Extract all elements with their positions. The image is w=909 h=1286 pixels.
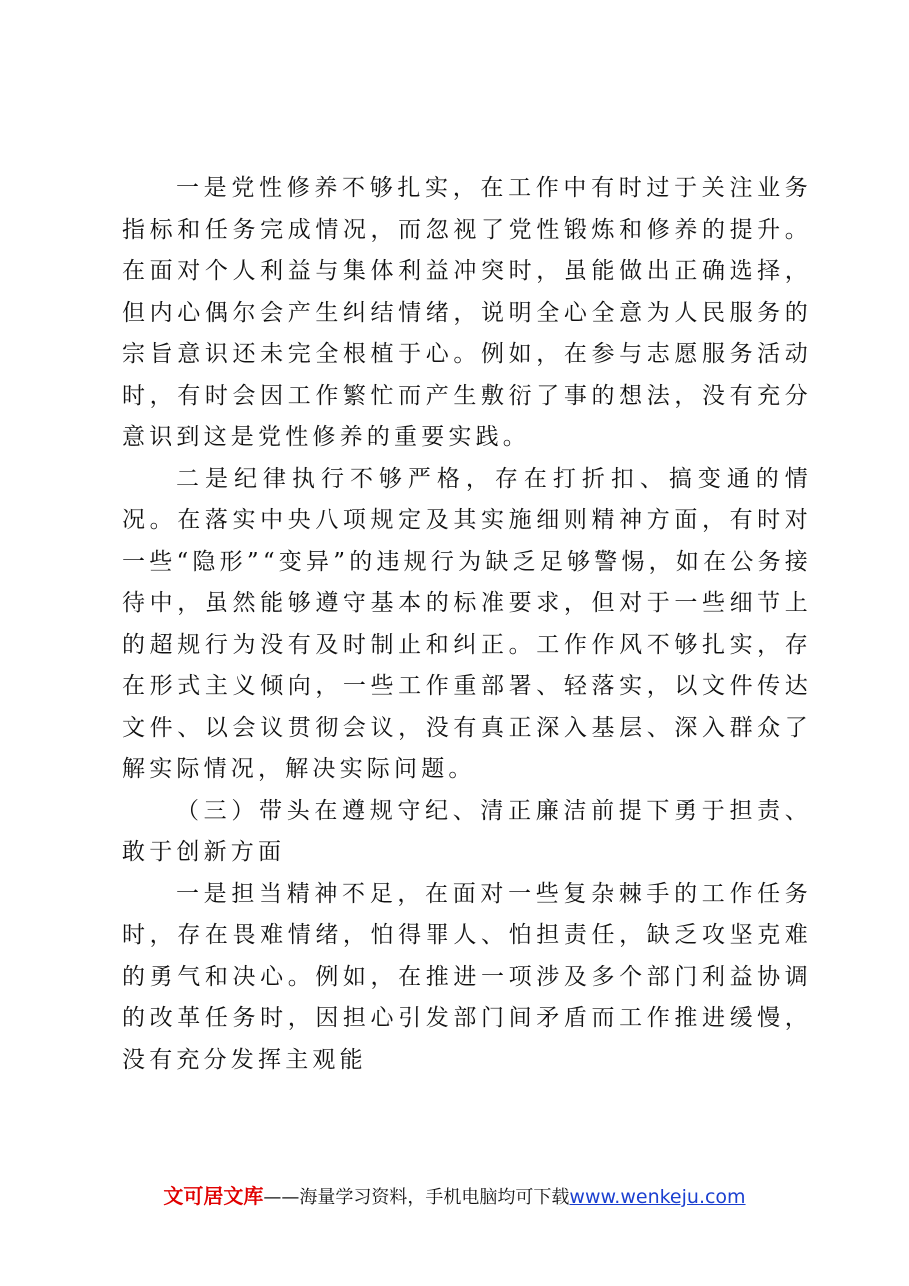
footer-banner — [0, 1181, 909, 1213]
paragraph-responsibility: 一是担当精神不足，在面对一些复杂棘手的工作任务时，存在畏难情绪，怕得罪人、怕担责任，缺乏攻坚克难的勇气和决心。例如，在推进一项涉及多个部门利益协调的改革任务时，因担心引发部门间矛盾而工作推进缓慢，没有充分发挥主观能 — [122, 880, 812, 1073]
footer-site-link[interactable]: www.wenkeju.com — [569, 1186, 746, 1208]
footer-brand: 文可居文库 — [163, 1184, 264, 1208]
footer-slogan: ——海量学习资料，手机电脑均可下载 — [263, 1187, 570, 1208]
paragraph-party-spirit: 一是党性修养不够扎实，在工作中有时过于关注业务指标和任务完成情况，而忽视了党性锻炼和修养的提升。在面对个人利益与集体利益冲突时，虽能做出正确选择，但内心偶尔会产生纠结情绪，说明全心全意为人民服务的宗旨意识还未完全根植于心。例如，在参与志愿服务活动时，有时会因工作繁忙而产生敷衍了事的想法，没有充分意识到这是党性修养的重要实践。 — [122, 175, 812, 450]
document-body — [122, 168, 812, 1081]
section-heading: （三）带头在遵规守纪、清正廉洁前提下勇于担责、敢于创新方面 — [122, 797, 812, 865]
paragraph-discipline: 二是纪律执行不够严格，存在打折扣、搞变通的情况。在落实中央八项规定及其实施细则精神方面，有时对一些“隐形”“变异”的违规行为缺乏足够警惕，如在公务接待中，虽然能够遵守基本的标准要求，但对于一些细节上的超规行为没有及时制止和纠正。工作作风不够扎实，存在形式主义倾向，一些工作重部署、轻落实，以文件传达文件、以会议贯彻会议，没有真正深入基层、深入群众了解实际情况，解决实际问题。 — [122, 465, 812, 782]
